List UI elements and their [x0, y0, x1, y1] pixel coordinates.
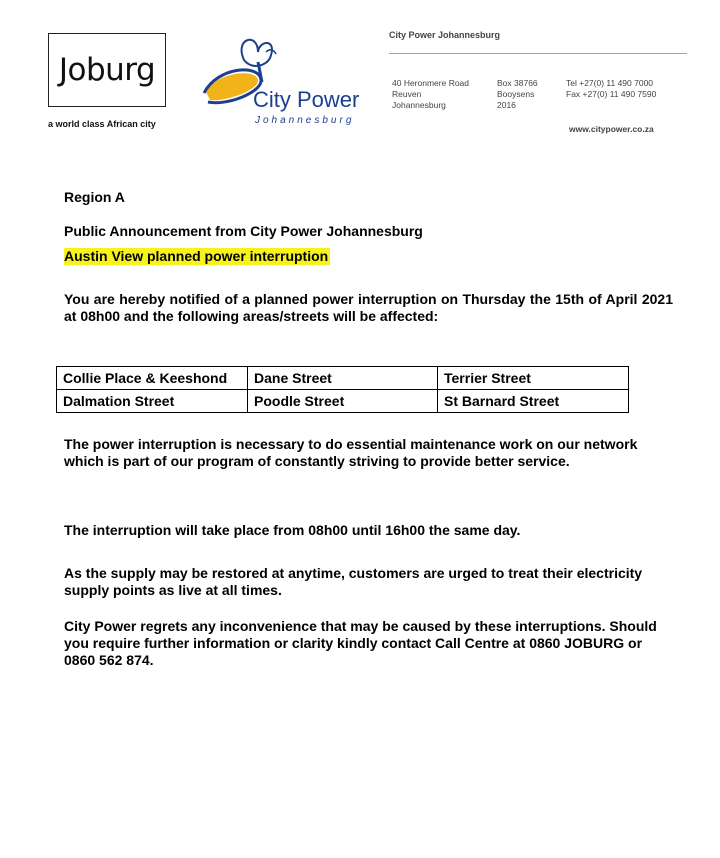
postal-line: Box 38766	[497, 78, 538, 88]
street-cell: Collie Place & Keeshond	[57, 367, 248, 390]
announcement-heading: Public Announcement from City Power Johannesburg	[64, 223, 423, 239]
highlighted-title: Austin View planned power interruption	[64, 248, 329, 264]
header-divider	[389, 53, 687, 54]
address-line: Reuven	[392, 89, 422, 99]
address-line: 40 Heronmere Road	[392, 78, 470, 88]
fax-number: Fax +27(0) 11 490 7590	[566, 89, 657, 99]
address-line: Johannesburg	[392, 100, 446, 110]
region-label: Region A	[64, 189, 125, 205]
street-cell: Terrier Street	[438, 367, 629, 390]
joburg-logo	[48, 33, 166, 107]
logo-upper-wing	[242, 40, 272, 66]
city-power-brand-sub: Johannesburg	[255, 115, 355, 126]
company-title: City Power Johannesburg	[389, 30, 501, 40]
intro-paragraph: You are hereby notified of a planned power interruption on Thursday the 15th of April 2021 at 08h00 and the following areas/streets will be affected:	[64, 291, 673, 324]
table-row	[57, 367, 629, 390]
street-address	[392, 78, 469, 111]
website-link[interactable]: www.citypower.co.za	[569, 124, 654, 134]
city-power-brand-name: City Power	[253, 87, 360, 112]
duration-paragraph: The interruption will take place from 08h00 until 16h00 the same day.	[64, 522, 521, 538]
contact-paragraph: City Power regrets any inconvenience that may be caused by these interruptions. Should you require further information or clarity kindly contact Call Centre at 0860 JOBURG or 0860 562 874.	[64, 618, 657, 668]
affected-streets-table	[56, 366, 629, 413]
logo-gold-wing	[206, 73, 258, 100]
street-cell: Poodle Street	[248, 390, 438, 413]
postal-line: 2016	[497, 100, 516, 110]
street-cell: Dalmation Street	[57, 390, 248, 413]
postal-address	[497, 78, 538, 111]
joburg-logo-text: Joburg	[58, 52, 156, 88]
maintenance-paragraph: The power interruption is necessary to do essential maintenance work on our network which is part of our program of constantly striving to provide better service.	[64, 436, 638, 469]
safety-paragraph: As the supply may be restored at anytime, customers are urged to treat their electricity supply points as live at all times.	[64, 565, 643, 598]
table-row	[57, 390, 629, 413]
street-cell: St Barnard Street	[438, 390, 629, 413]
phone-number: Tel +27(0) 11 490 7000	[566, 78, 654, 88]
contact-numbers	[566, 78, 656, 100]
postal-line: Booysens	[497, 89, 535, 99]
street-cell: Dane Street	[248, 367, 438, 390]
joburg-tagline: a world class African city	[48, 119, 156, 129]
